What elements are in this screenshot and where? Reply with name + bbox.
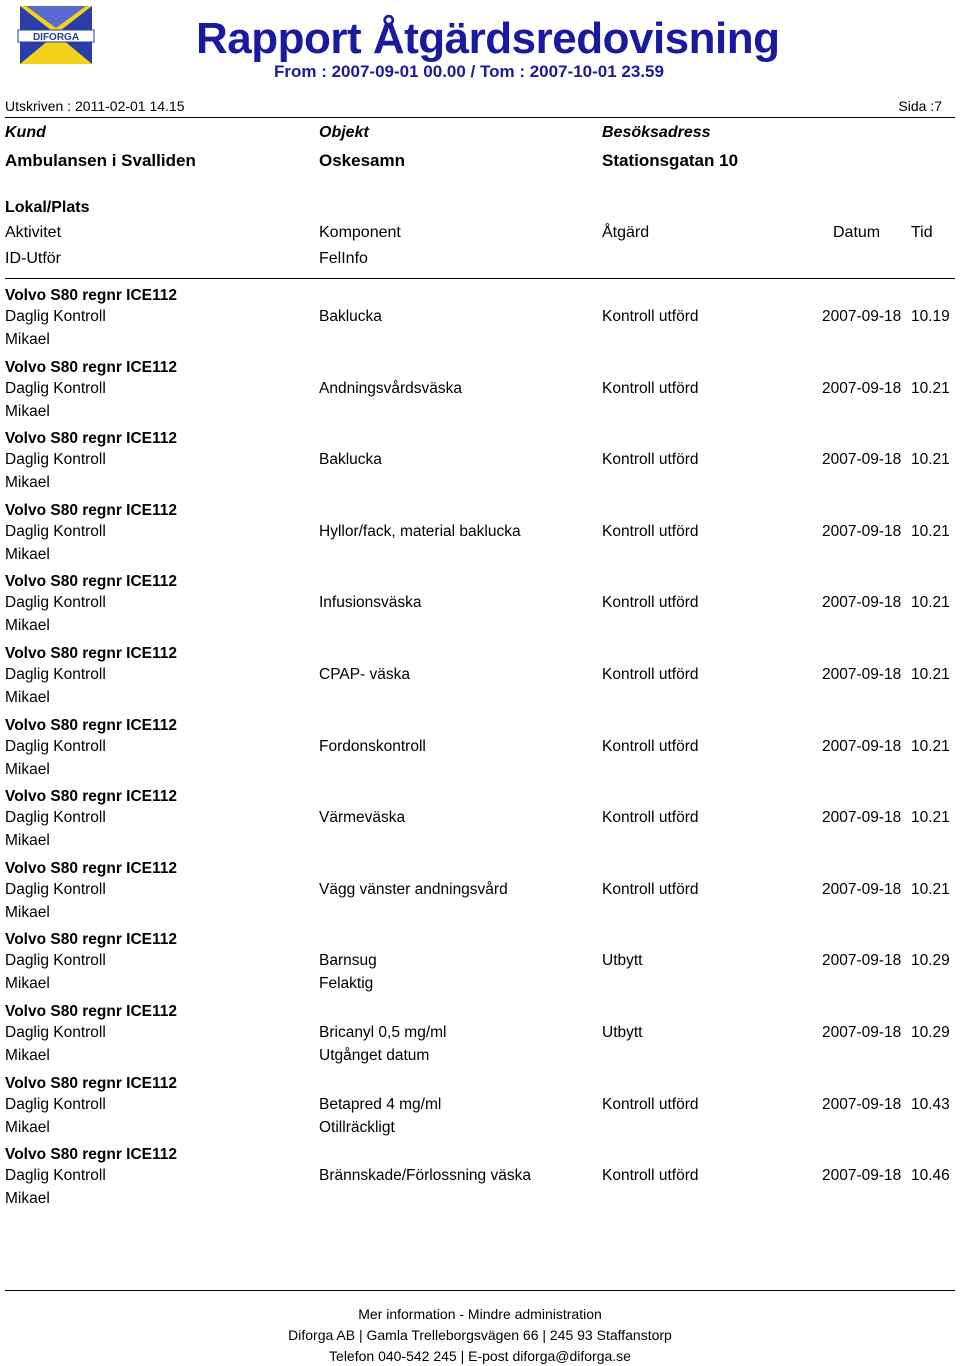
action: Kontroll utförd [602, 1167, 699, 1184]
logo-text: DIFORGA [32, 32, 80, 43]
date: 2007-09-18 [822, 809, 902, 826]
performer: Mikael [5, 546, 50, 563]
table-row [0, 287, 960, 358]
vehicle-name: Volvo S80 regnr ICE112 [5, 717, 178, 734]
performer: Mikael [5, 474, 50, 491]
activity: Daglig Kontroll [5, 666, 106, 683]
vehicle-name: Volvo S80 regnr ICE112 [5, 287, 178, 304]
vehicle-name: Volvo S80 regnr ICE112 [5, 1075, 178, 1092]
date: 2007-09-18 [822, 308, 902, 325]
component: Barnsug [319, 952, 377, 969]
vehicle-name: Volvo S80 regnr ICE112 [5, 931, 178, 948]
performer: Mikael [5, 617, 50, 634]
activity: Daglig Kontroll [5, 738, 106, 755]
date: 2007-09-18 [822, 451, 902, 468]
time: 10.29 [911, 952, 950, 969]
action: Utbytt [602, 952, 643, 969]
activity: Daglig Kontroll [5, 1167, 106, 1184]
date: 2007-09-18 [822, 523, 902, 540]
performer: Mikael [5, 904, 50, 921]
performer: Mikael [5, 1119, 50, 1136]
vehicle-name: Volvo S80 regnr ICE112 [5, 645, 178, 662]
footer-contact: Telefon 040-542 245 | E-post diforga@diforga.se [329, 1348, 631, 1364]
activity: Daglig Kontroll [5, 380, 106, 397]
component: Baklucka [319, 451, 382, 468]
component: Värmeväska [319, 809, 406, 826]
printed-timestamp: Utskriven : 2011-02-01 14.15 [5, 98, 185, 114]
time: 10.46 [911, 1167, 950, 1184]
fault-info: Utgånget datum [319, 1047, 430, 1064]
action: Kontroll utförd [602, 1096, 699, 1113]
col-aktivitet: Aktivitet [5, 224, 62, 241]
vehicle-name: Volvo S80 regnr ICE112 [5, 1003, 178, 1020]
footer-divider [5, 1290, 955, 1291]
table-row [0, 1003, 960, 1074]
table-row [0, 717, 960, 788]
date: 2007-09-18 [822, 1096, 902, 1113]
table-row [0, 502, 960, 573]
action: Kontroll utförd [602, 451, 699, 468]
time: 10.21 [911, 666, 950, 683]
activity: Daglig Kontroll [5, 809, 106, 826]
performer: Mikael [5, 403, 50, 420]
time: 10.21 [911, 738, 950, 755]
activity: Daglig Kontroll [5, 594, 106, 611]
activity: Daglig Kontroll [5, 952, 106, 969]
action: Kontroll utförd [602, 666, 699, 683]
table-row [0, 788, 960, 859]
table-row [0, 573, 960, 644]
footer-tagline: Mer information - Mindre administration [358, 1306, 602, 1322]
component: Infusionsväska [319, 594, 422, 611]
vehicle-name: Volvo S80 regnr ICE112 [5, 573, 178, 590]
action: Kontroll utförd [602, 738, 699, 755]
date: 2007-09-18 [822, 881, 902, 898]
component: Fordonskontroll [319, 738, 426, 755]
vehicle-name: Volvo S80 regnr ICE112 [5, 860, 178, 877]
activity: Daglig Kontroll [5, 451, 106, 468]
table-row [0, 931, 960, 1002]
time: 10.21 [911, 380, 950, 397]
performer: Mikael [5, 689, 50, 706]
col-lokal: Lokal/Plats [5, 199, 90, 216]
table-row [0, 1146, 960, 1217]
col-atgard: Åtgärd [602, 224, 650, 241]
action: Utbytt [602, 1024, 643, 1041]
action: Kontroll utförd [602, 308, 699, 325]
table-row [0, 430, 960, 501]
vehicle-name: Volvo S80 regnr ICE112 [5, 502, 178, 519]
fault-info: Felaktig [319, 975, 374, 992]
date: 2007-09-18 [822, 666, 902, 683]
performer: Mikael [5, 331, 50, 348]
date: 2007-09-18 [822, 594, 902, 611]
time: 10.21 [911, 881, 950, 898]
component: Vägg vänster andningsvård [319, 881, 508, 898]
activity: Daglig Kontroll [5, 1096, 106, 1113]
component: Betapred 4 mg/ml [319, 1096, 442, 1113]
date: 2007-09-18 [822, 738, 902, 755]
date: 2007-09-18 [822, 952, 902, 969]
table-row [0, 1075, 960, 1146]
component: Baklucka [319, 308, 382, 325]
table-row [0, 645, 960, 716]
divider [5, 278, 955, 279]
component: Brännskade/Förlossning väska [319, 1167, 531, 1184]
action: Kontroll utförd [602, 380, 699, 397]
action: Kontroll utförd [602, 881, 699, 898]
col-tid: Tid [911, 224, 933, 241]
activity: Daglig Kontroll [5, 308, 106, 325]
diforga-logo [16, 4, 96, 68]
component: Hyllor/fack, material baklucka [319, 523, 521, 540]
date: 2007-09-18 [822, 1024, 902, 1041]
vehicle-name: Volvo S80 regnr ICE112 [5, 1146, 178, 1163]
time: 10.29 [911, 1024, 950, 1041]
table-row [0, 359, 960, 430]
time: 10.21 [911, 809, 950, 826]
objekt-value: Oskesamn [319, 151, 405, 170]
time: 10.21 [911, 451, 950, 468]
report-period: From : 2007-09-01 00.00 / Tom : 2007-10-01 23.59 [274, 62, 664, 81]
besoksadress-label: Besöksadress [602, 124, 711, 141]
table-row [0, 860, 960, 931]
col-felinfo: FelInfo [319, 250, 368, 267]
vehicle-name: Volvo S80 regnr ICE112 [5, 430, 178, 447]
vehicle-name: Volvo S80 regnr ICE112 [5, 788, 178, 805]
component: Andningsvårdsväska [319, 380, 463, 397]
time: 10.43 [911, 1096, 950, 1113]
action: Kontroll utförd [602, 594, 699, 611]
component: Bricanyl 0,5 mg/ml [319, 1024, 447, 1041]
performer: Mikael [5, 1047, 50, 1064]
besoksadress-value: Stationsgatan 10 [602, 151, 739, 170]
kund-label: Kund [5, 124, 46, 141]
col-id-utfor: ID-Utför [5, 250, 61, 267]
time: 10.21 [911, 523, 950, 540]
activity: Daglig Kontroll [5, 1024, 106, 1041]
divider [5, 117, 955, 118]
action: Kontroll utförd [602, 809, 699, 826]
performer: Mikael [5, 761, 50, 778]
footer-address: Diforga AB | Gamla Trelleborgsvägen 66 | 245 93 Staffanstorp [288, 1327, 672, 1343]
report-title: Rapport Åtgärdsredovisning [196, 14, 780, 63]
col-komponent: Komponent [319, 224, 401, 241]
col-datum: Datum [833, 224, 881, 241]
action: Kontroll utförd [602, 523, 699, 540]
performer: Mikael [5, 832, 50, 849]
time: 10.21 [911, 594, 950, 611]
page-number: Sida :7 [898, 98, 942, 114]
time: 10.19 [911, 308, 950, 325]
date: 2007-09-18 [822, 380, 902, 397]
activity: Daglig Kontroll [5, 523, 106, 540]
component: CPAP- väska [319, 666, 411, 683]
objekt-label: Objekt [319, 124, 369, 141]
kund-value: Ambulansen i Svalliden [5, 151, 196, 170]
activity: Daglig Kontroll [5, 881, 106, 898]
fault-info: Otillräckligt [319, 1119, 395, 1136]
performer: Mikael [5, 1190, 50, 1207]
performer: Mikael [5, 975, 50, 992]
vehicle-name: Volvo S80 regnr ICE112 [5, 359, 178, 376]
date: 2007-09-18 [822, 1167, 902, 1184]
